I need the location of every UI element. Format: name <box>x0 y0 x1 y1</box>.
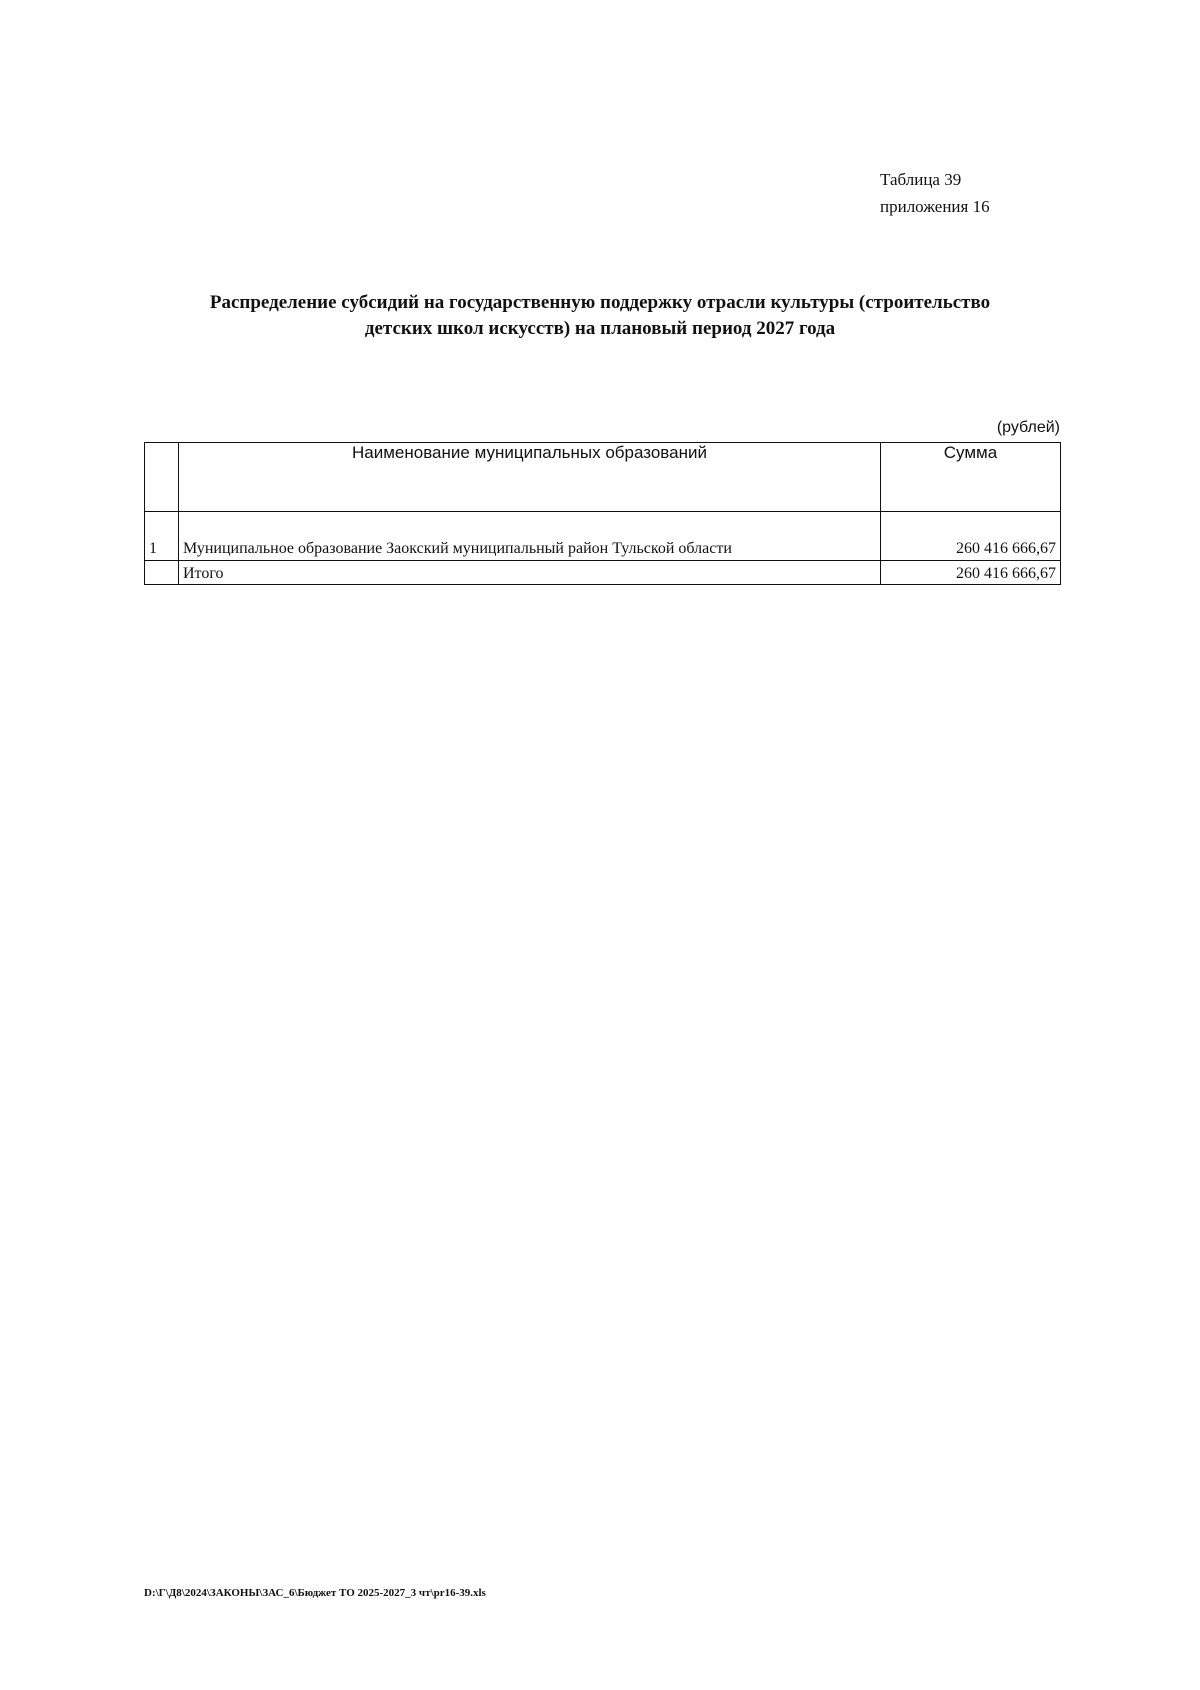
table-number-label: Таблица 39 <box>880 170 962 189</box>
total-label: Итого <box>179 561 881 585</box>
table-row <box>145 512 1061 561</box>
appendix-label: приложения 16 <box>880 197 990 216</box>
document-title <box>130 290 1070 342</box>
row-number: 1 <box>145 512 179 561</box>
table-reference <box>880 166 990 220</box>
total-row <box>145 561 1061 585</box>
units-label: (рублей) <box>996 419 1060 436</box>
row-amount: 260 416 666,67 <box>881 512 1061 561</box>
header-number <box>145 443 179 512</box>
file-path-footer: D:\Г\Д8\2024\ЗАКОНЫ\ЗАС_6\Бюджет ТО 2025-2027_3 чт\pr16-39.xls <box>144 1587 486 1599</box>
header-amount: Сумма <box>881 443 1061 512</box>
total-number <box>145 561 179 585</box>
subsidy-table <box>144 442 1061 585</box>
total-amount: 260 416 666,67 <box>881 561 1061 585</box>
header-municipality-name: Наименование муниципальных образований <box>179 443 881 512</box>
document-title-line-1: Распределение субсидий на государственную поддержку отрасли культуры (строительство <box>209 292 991 313</box>
table-header-row <box>145 443 1061 512</box>
row-municipality-name: Муниципальное образование Заокский муниципальный район Тульской области <box>179 512 881 561</box>
document-title-line-2: детских школ искусств) на плановый период 2027 года <box>364 318 836 339</box>
